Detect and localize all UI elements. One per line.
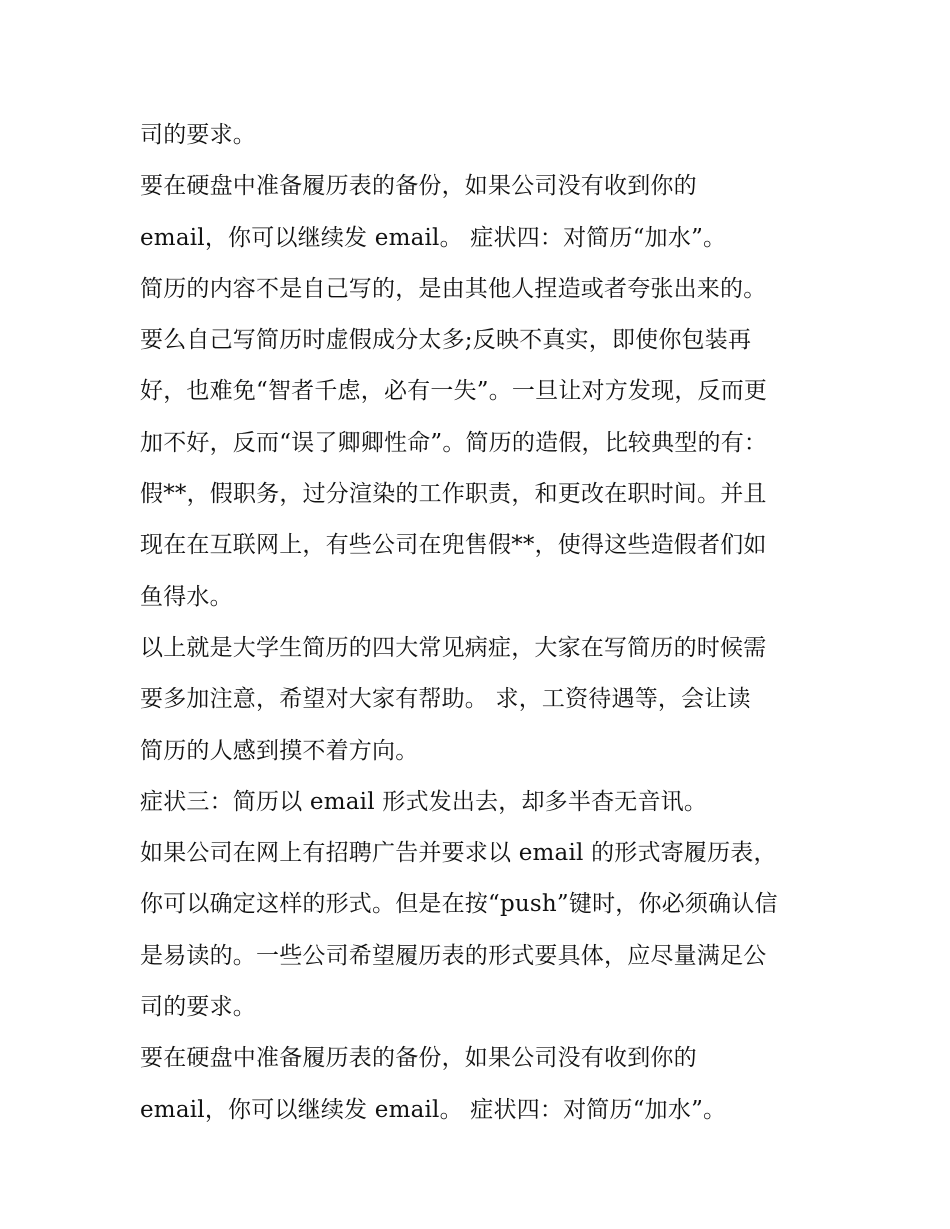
text-line-14: 症状三：简历以 email 形式发出去，却多半杳无音讯。 [140, 788, 708, 815]
text-line-9: 现在在互联网上，有些公司在兜售假**，使得这些造假者们如 [140, 532, 767, 559]
text-line-6: 好，也难免“智者千虑，必有一失”。一旦让对方发现，反而更 [140, 378, 768, 405]
text-line-20: email，你可以继续发 email。 症状四：对简历“加水”。 [140, 1096, 727, 1123]
text-line-8: 假**，假职务，过分渲染的工作职责，和更改在职时间。并且 [140, 481, 767, 508]
text-line-10: 鱼得水。 [140, 583, 233, 610]
text-line-4: 简历的内容不是自己写的，是由其他人捏造或者夸张出来的。 [140, 275, 767, 302]
text-line-3: email，你可以继续发 email。 症状四：对简历“加水”。 [140, 224, 727, 251]
text-line-19: 要在硬盘中准备履历表的备份，如果公司没有收到你的 [140, 1045, 697, 1072]
text-line-5: 要么自己写简历时虚假成分太多;反映不真实，即使你包装再 [140, 327, 752, 354]
text-line-7: 加不好，反而“误了卿卿性命”。简历的造假，比较典型的有： [140, 429, 768, 456]
text-line-17: 是易读的。一些公司希望履历表的形式要具体，应尽量满足公 [140, 942, 767, 969]
body-text [140, 110, 820, 1136]
text-line-18: 司的要求。 [140, 994, 256, 1021]
text-line-1: 司的要求。 [140, 122, 256, 148]
text-line-13: 简历的人感到摸不着方向。 [140, 737, 419, 764]
text-line-16: 你可以确定这样的形式。但是在按“push”键时，你必须确认信 [140, 891, 778, 918]
text-line-2: 要在硬盘中准备履历表的备份，如果公司没有收到你的 [140, 173, 697, 200]
text-line-15: 如果公司在网上有招聘广告并要求以 email 的形式寄履历表， [140, 840, 777, 867]
text-line-11: 以上就是大学生简历的四大常见病症，大家在写简历的时候需 [140, 634, 767, 661]
text-line-12: 要多加注意，希望对大家有帮助。 求，工资待遇等，会让读 [140, 686, 751, 713]
